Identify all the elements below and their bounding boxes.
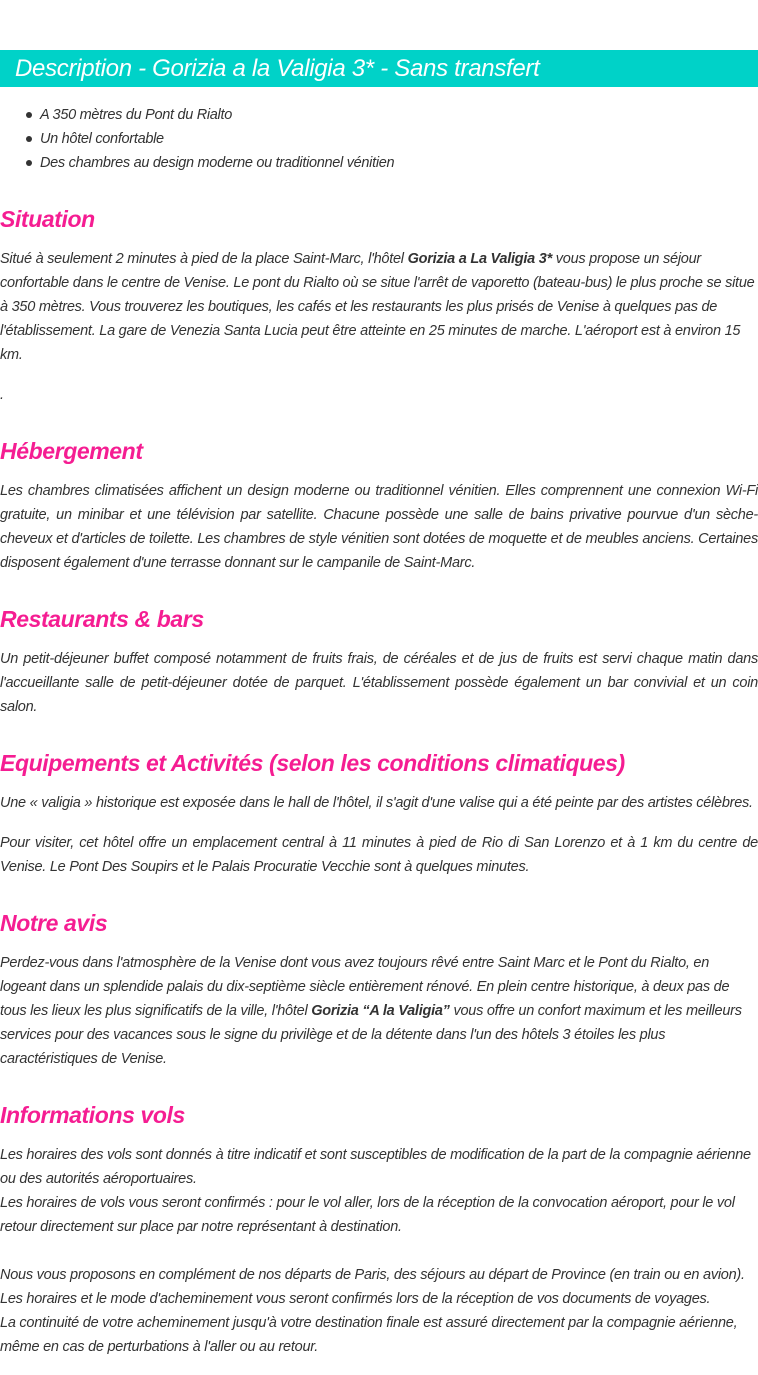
text-line: confortable dans le centre de Venise. Le pont du Rialto où se situe l'arrêt de vaporetto (bateau-bus) le plus proche se situe	[0, 275, 755, 291]
text-line: l'établissement. La gare de Venezia Santa Lucia peut être atteinte en 25 minutes de marche. L'aéroport est à environ 15	[0, 323, 741, 339]
avis-paragraph	[0, 951, 758, 1071]
hotel-name: Gorizia “A la Valigia”	[311, 1003, 450, 1019]
list-item: Des chambres au design moderne ou traditionnel vénitien	[0, 151, 394, 175]
text-line: logeant dans un splendide palais du dix-septième siècle entièrement rénové. En plein centre historique, à deux pas de	[0, 979, 730, 995]
hebergement-paragraph	[0, 479, 758, 575]
bullet-icon	[26, 136, 32, 142]
text-line: ou des autorités aéroportuaires.	[0, 1171, 197, 1187]
page-title: Description - Gorizia a la Valigia 3* - Sans transfert	[15, 54, 540, 82]
heading-equipements: Equipements et Activités (selon les conditions climatiques)	[0, 750, 625, 776]
text-line: La continuité de votre acheminement jusqu'à votre destination finale est assuré directement par la compagnie aérienne,	[0, 1315, 738, 1331]
text-line: caractéristiques de Venise.	[0, 1051, 167, 1067]
restaurants-paragraph	[0, 647, 758, 719]
text-line: services pour des vacances sous le signe du privilège et de la détente dans l'un des hôtels 3 étoiles les plus	[0, 1027, 666, 1043]
highlights-list	[0, 103, 394, 175]
description-title-bar	[0, 50, 758, 87]
situation-paragraph	[0, 247, 758, 367]
equipements-paragraph-1	[0, 791, 758, 815]
text-line: Les horaires et le mode d'acheminement vous seront confirmés lors de la réception de vos documents de voyages.	[0, 1291, 711, 1307]
heading-hebergement: Hébergement	[0, 438, 143, 464]
bullet-icon	[26, 112, 32, 118]
heading-notre-avis: Notre avis	[0, 910, 108, 936]
situation-trailing-period: .	[0, 387, 4, 403]
vols-block-1	[0, 1143, 758, 1239]
text-line: km.	[0, 347, 23, 363]
text-line: Venise. Le Pont Des Soupirs et le Palais Procuratie Vecchie sont à quelques minutes.	[0, 859, 530, 875]
text-line: à 350 mètres. Vous trouverez les boutiques, les cafés et les restaurants les plus prisés de Venise à quelques pas de	[0, 299, 718, 315]
text-line: retour directement sur place par notre représentant à destination.	[0, 1219, 402, 1235]
text-line: tous les lieux les plus significatifs de la ville, l'hôtel Gorizia “A la Valigia” vous offre un confort maximum et les meilleurs	[0, 1003, 742, 1019]
text-line: Perdez-vous dans l'atmosphère de la Venise dont vous avez toujours rêvé entre Saint Marc et le Pont du Rialto, en	[0, 955, 710, 971]
equipements-paragraph-2	[0, 831, 758, 879]
text-line: Les horaires de vols vous seront confirmés : pour le vol aller, lors de la réception de la convocation aéroport, pour le vol	[0, 1195, 735, 1211]
text-line: Les chambres climatisées affichent un design moderne ou traditionnel vénitien. Elles comprennent une connexion Wi-Fi	[0, 483, 758, 499]
heading-situation: Situation	[0, 206, 95, 232]
text-line: Pour visiter, cet hôtel offre un emplacement central à 11 minutes à pied de Rio di San Lorenzo et à 1 km du centre de	[0, 835, 758, 851]
heading-informations-vols: Informations vols	[0, 1102, 185, 1128]
text-line: Une « valigia » historique est exposée dans le hall de l'hôtel, il s'agit d'une valise qui a été peinte par des artistes célèbres.	[0, 795, 753, 811]
text-line: Les horaires des vols sont donnés à titre indicatif et sont susceptibles de modification de la part de la compagnie aérienne	[0, 1147, 751, 1163]
list-item: Un hôtel confortable	[0, 127, 394, 151]
text-line: cheveux et d'articles de toilette. Les chambres de style vénitien sont dotées de moquette et de meubles anciens. Certaines	[0, 531, 758, 547]
heading-restaurants: Restaurants & bars	[0, 606, 204, 632]
text-line: même en cas de perturbations à l'aller ou au retour.	[0, 1339, 319, 1355]
text-line: Nous vous proposons en complément de nos départs de Paris, des séjours au départ de Province (en train ou en avion).	[0, 1267, 745, 1283]
vols-block-2	[0, 1263, 758, 1359]
hotel-name: Gorizia a La Valigia 3*	[407, 251, 552, 267]
text-line: Un petit-déjeuner buffet composé notamment de fruits frais, de céréales et de jus de fruits est servi chaque matin dans	[0, 651, 758, 667]
bullet-icon	[26, 160, 32, 166]
list-item: A 350 mètres du Pont du Rialto	[0, 103, 394, 127]
text-line: disposent également d'une terrasse donnant sur le campanile de Saint-Marc.	[0, 555, 476, 571]
text-line: gratuite, un minibar et une télévision par satellite. Chacune possède une salle de bains privative pourvue d'un sèche-	[0, 507, 758, 523]
text-line: l'accueillante salle de petit-déjeuner dotée de parquet. L'établissement possède également un bar convivial et un coin	[0, 675, 758, 691]
text-line: Situé à seulement 2 minutes à pied de la place Saint-Marc, l'hôtel Gorizia a La Valigia 3* vous propose un séjour	[0, 251, 701, 267]
text-line: salon.	[0, 699, 38, 715]
